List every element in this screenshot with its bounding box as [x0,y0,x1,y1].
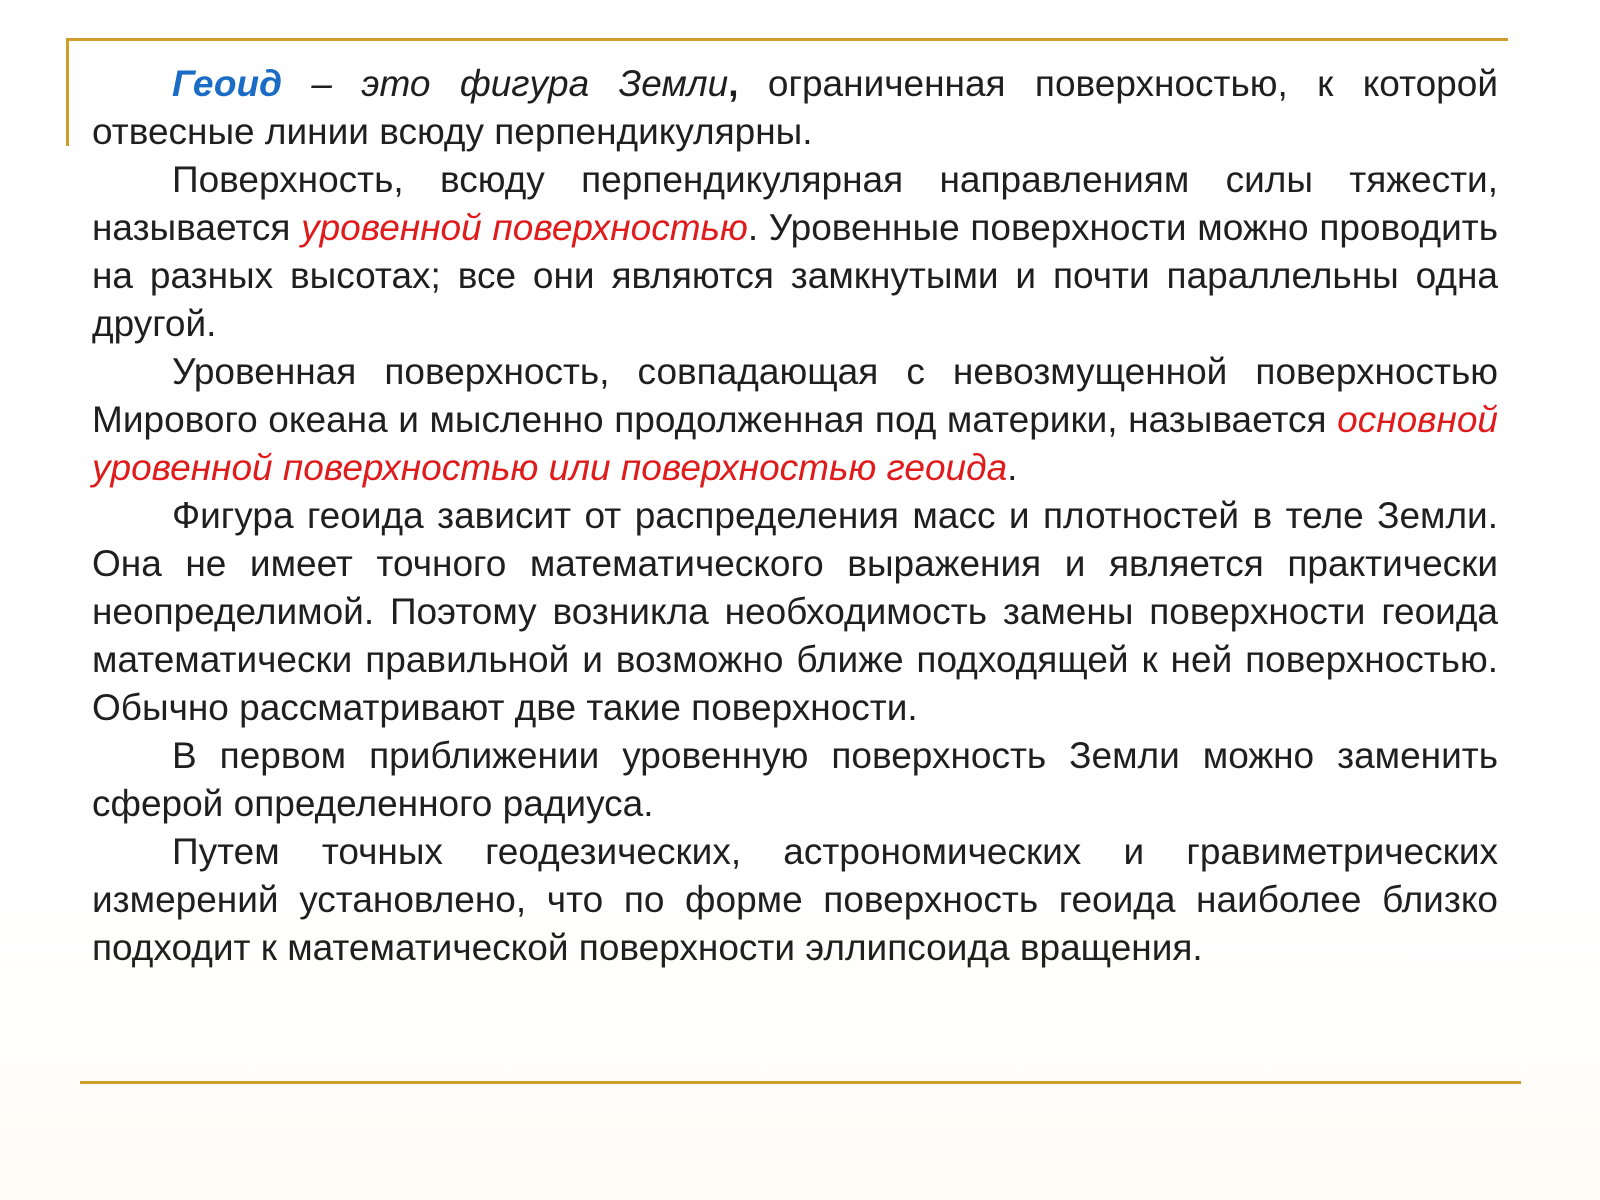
main-level-surface-text-before: Уровенная поверхность, совпадающая с невозмущенной поверхностью Мирового океана и мысленно продолженная под материки, называется [92,351,1498,440]
term-geoid: Геоид [172,63,282,104]
paragraph-ellipsoid: Путем точных геодезических, астрономических и гравиметрических измерений установлено, что по форме поверхность геоида наиболее близко подходит к математической поверхности эллипсоида вращения. [92,831,1498,968]
paragraph-sphere-approximation: В первом приближении уровенную поверхность Земли можно заменить сферой определенного радиуса. [92,735,1498,824]
bottom-rule [80,1081,1521,1084]
main-level-surface-text-after: . [1007,447,1018,488]
level-surface-text-before: Поверхность, всюду перпендикулярная направлениям силы тяжести, называется [92,159,1498,248]
geoid-definition: – это фигура Земли [281,63,729,104]
text-block [92,60,1498,972]
paragraph-geoid-figure: Фигура геоида зависит от распределения масс и плотностей в теле Земли. Она не имеет точного математического выражения и является практически неопределимой. Поэтому возникла необходимость замены поверхности геоида математически правильной и возможно ближе подходящей к ней поверхностью. Обычно рассматривают две такие поверхности. [92,495,1498,728]
level-surface-text-after: . Уровенные поверхности можно проводить на разных высотах; все они являются замкнутыми и почти параллельны одна другой. [92,207,1498,344]
term-main-level-surface: основной уровенной поверхностью или поверхностью геоида [92,399,1498,488]
paragraph-level-surface [92,156,1498,348]
top-rule [66,38,1508,41]
geoid-definition-rest: ограниченная поверхностью, к которой отвесные линии всюду перпендикулярны. [92,63,1498,152]
left-rule [66,38,69,146]
definition-comma: , [728,63,739,104]
paragraph-geoid-definition [92,60,1498,156]
term-level-surface: уровенной поверхностью [301,207,748,248]
paragraph-main-level-surface [92,348,1498,492]
